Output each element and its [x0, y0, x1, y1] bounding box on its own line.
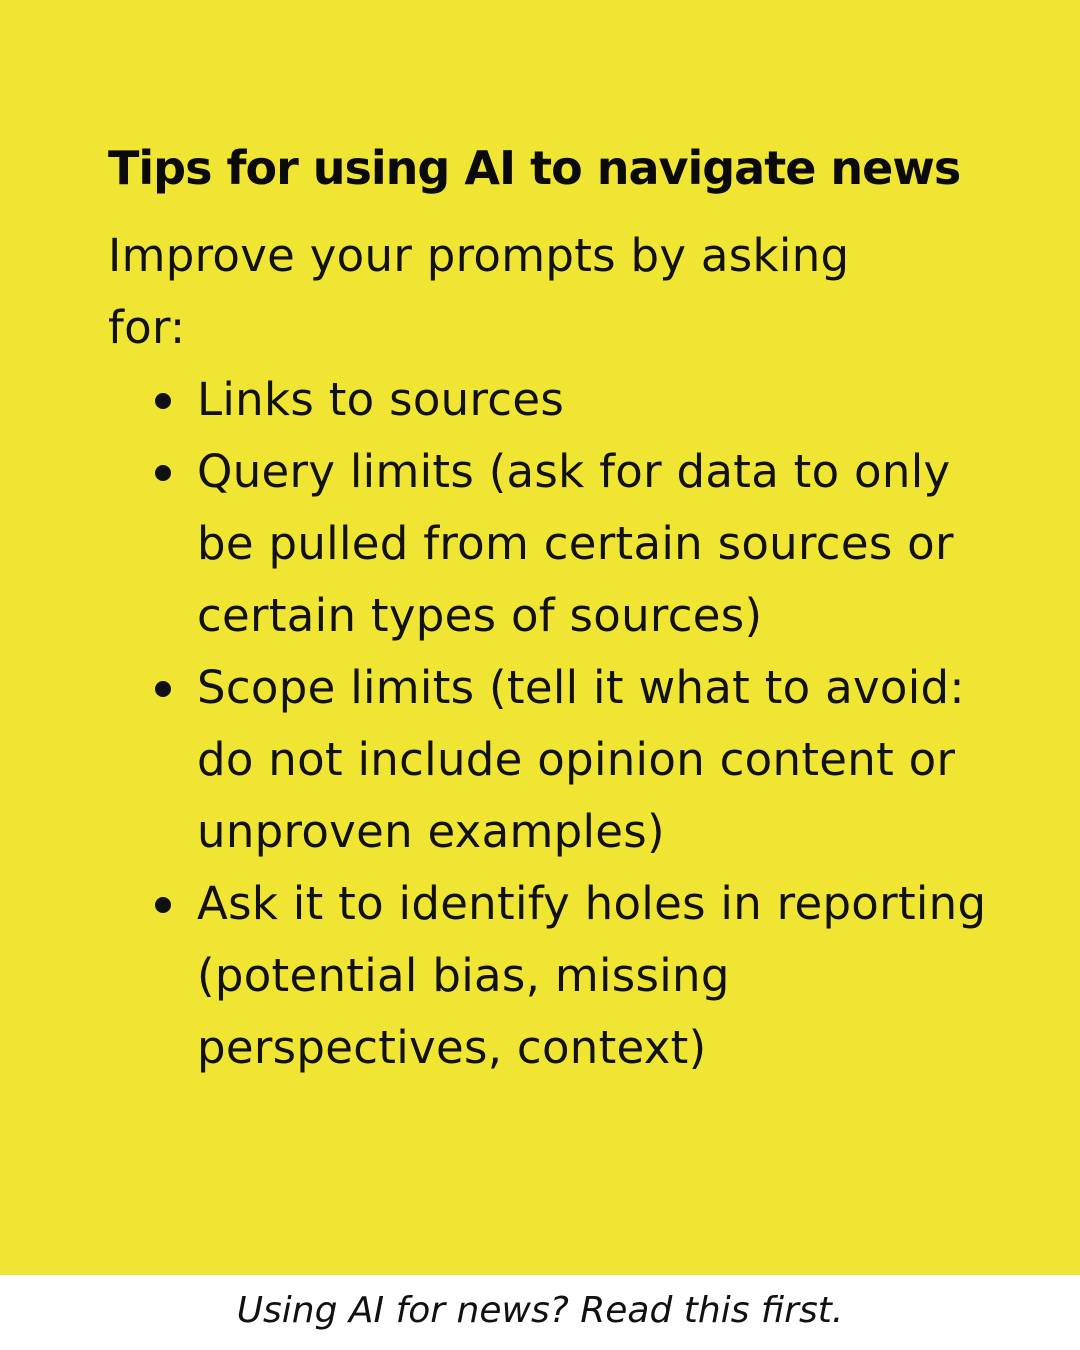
- bullet-icon: [155, 681, 171, 697]
- bullet-icon: [155, 393, 171, 409]
- tip-item-scope-limits: [108, 652, 1008, 868]
- caption-bar: [0, 1275, 1080, 1350]
- caption-text: Using AI for news? Read this first.: [236, 1290, 844, 1331]
- tips-content: [108, 138, 1008, 1084]
- tip-text: Scope limits (tell it what to avoid: do not include opinion content or unproven examples): [197, 661, 965, 858]
- tip-text: Ask it to identify holes in reporting (potential bias, missing perspectives, context): [197, 877, 987, 1074]
- tip-text: Links to sources: [197, 373, 565, 426]
- tips-intro: Improve your prompts by asking for:: [108, 229, 850, 354]
- tip-item-query-limits: [108, 436, 1008, 652]
- tip-text: Query limits (ask for data to only be pulled from certain sources or certain types of sources): [197, 445, 954, 642]
- bullet-icon: [155, 897, 171, 913]
- tip-item-identify-holes: [108, 868, 1008, 1084]
- tip-item-links: [108, 364, 1008, 436]
- tips-list: [108, 364, 1008, 1084]
- tips-title: Tips for using AI to navigate news: [108, 141, 961, 195]
- bullet-icon: [155, 465, 171, 481]
